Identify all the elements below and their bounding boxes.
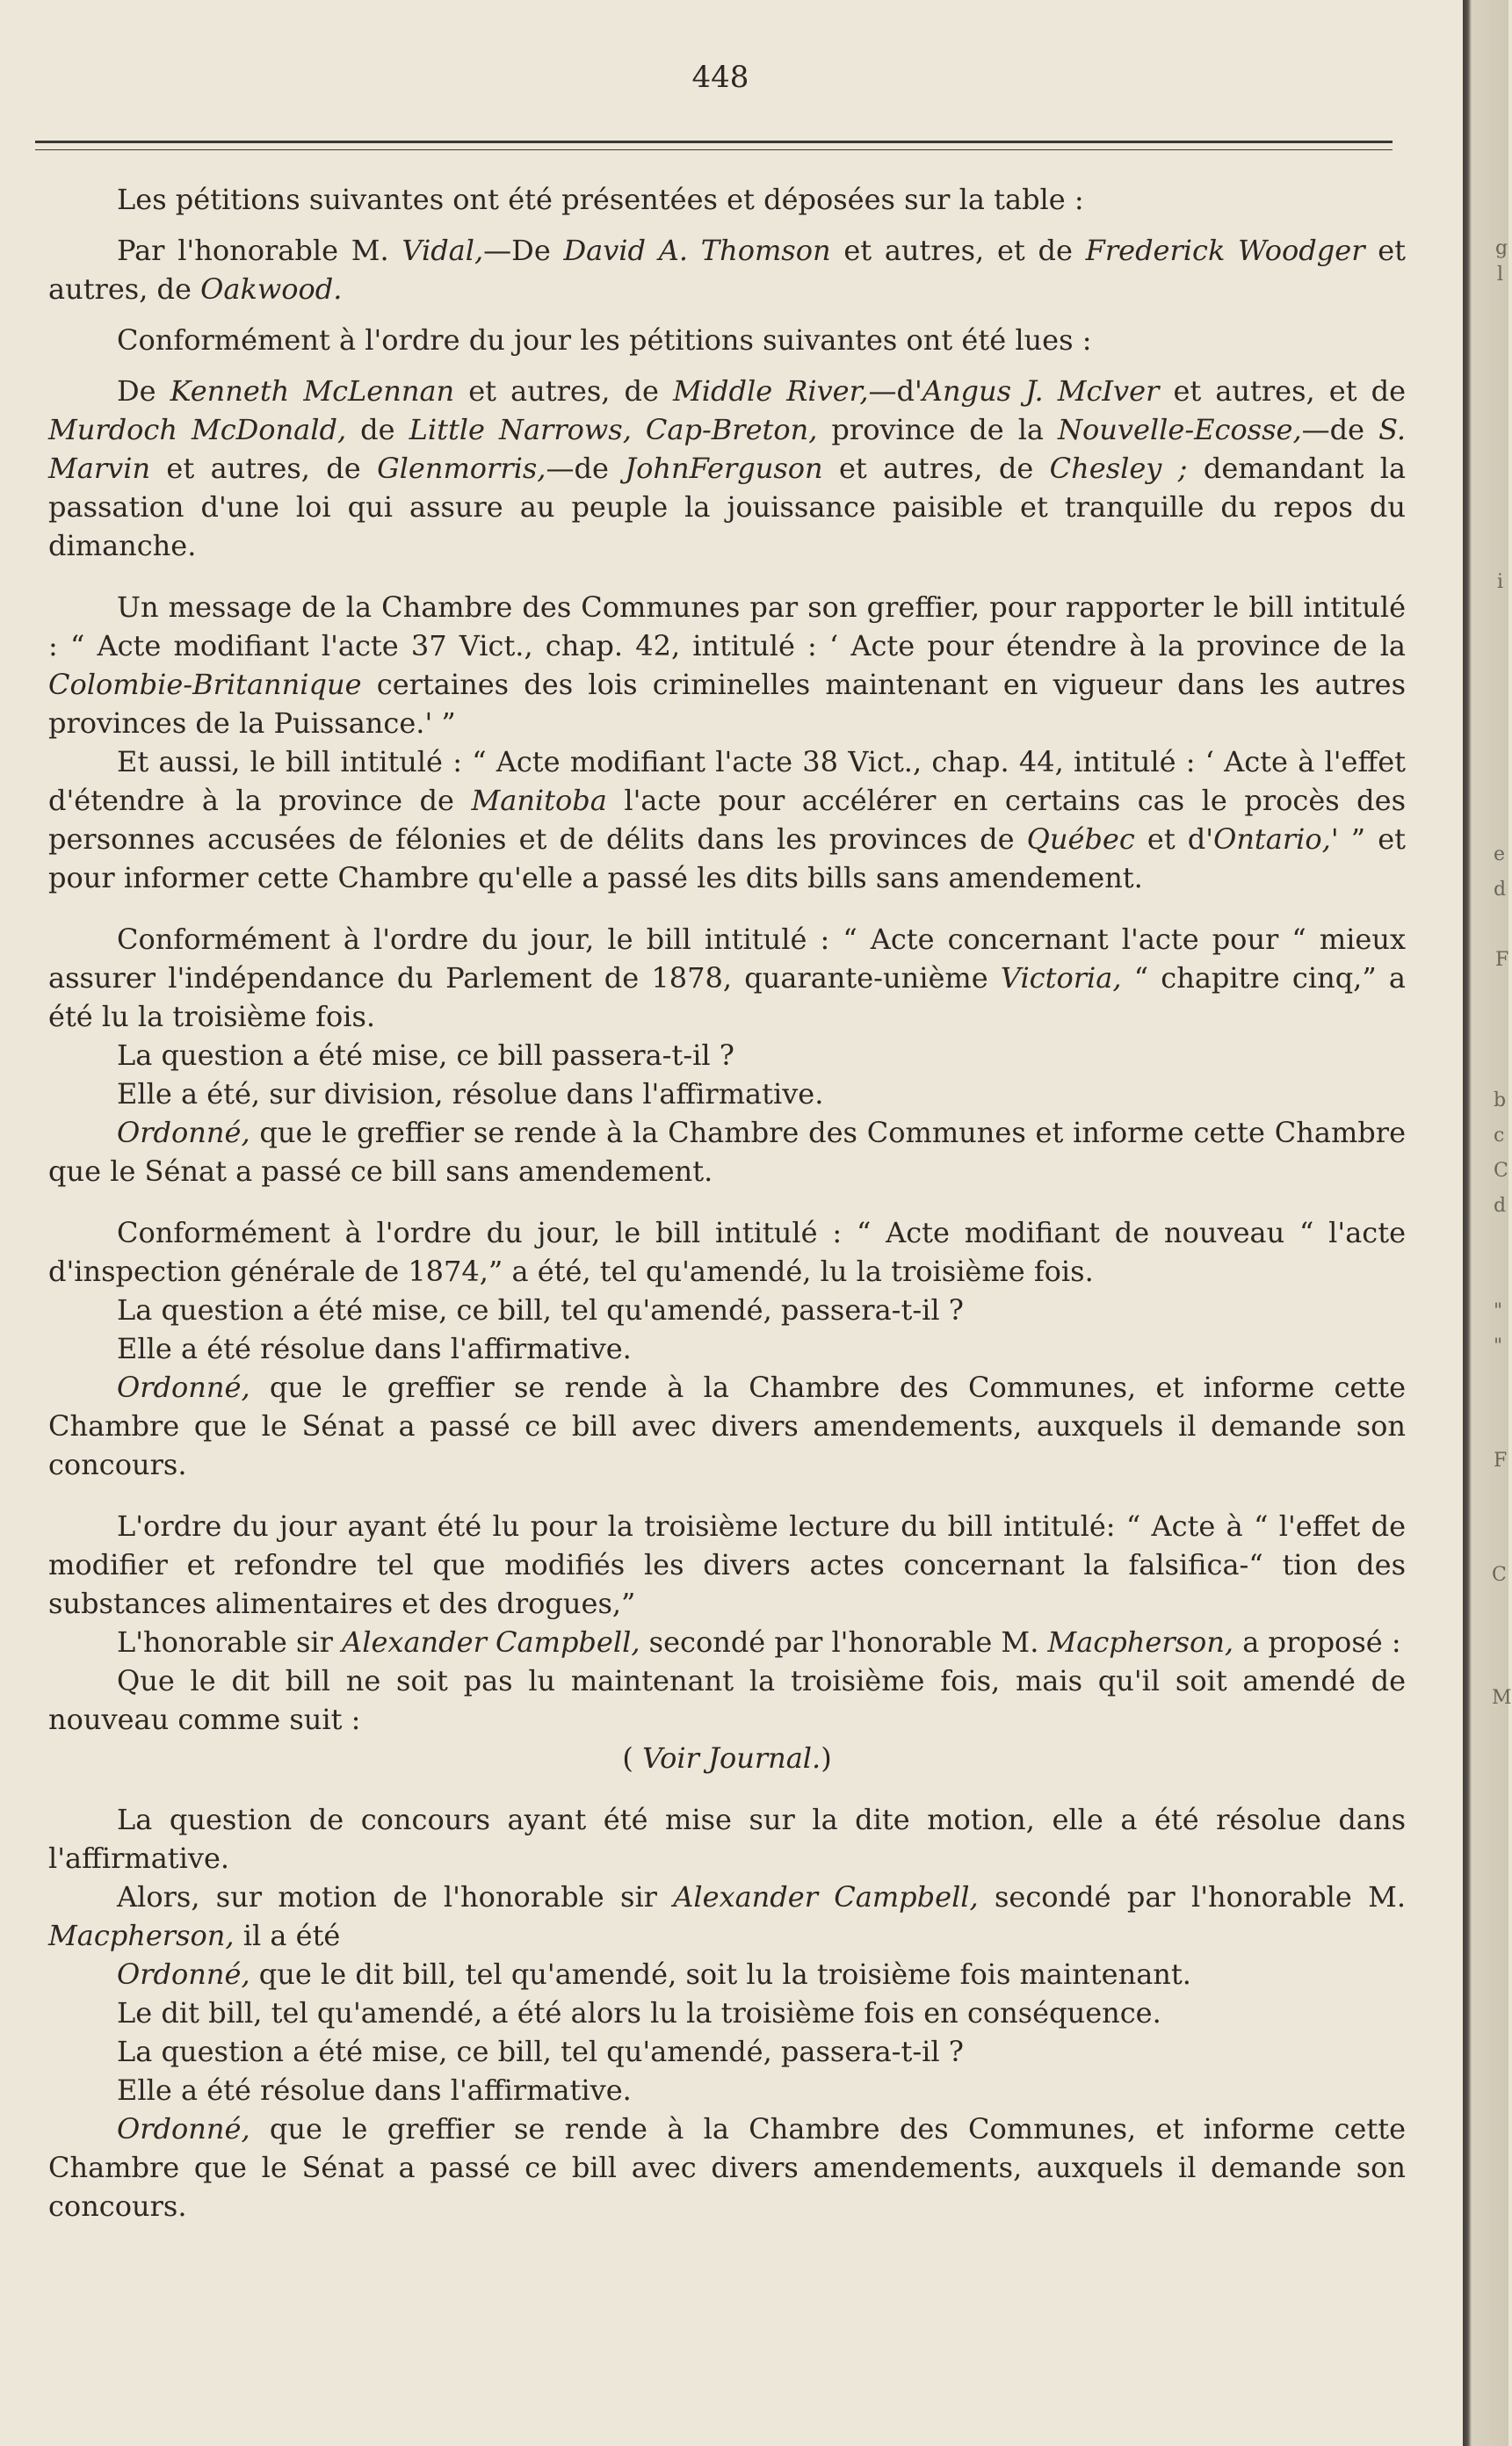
text-run: Et aussi, le bill intitulé : “ Acte modifiant l'acte 38 Vict., chap. 44, intitulé : ‘ Acte à l'effet d'étendre à la province de <box>48 745 1406 817</box>
paragraph <box>48 1661 1406 1739</box>
binding-gutter <box>1463 0 1508 2446</box>
text-run: Par l'honorable M. <box>117 234 402 267</box>
text-run: et autres, de <box>454 374 674 408</box>
gutter-fragment: i <box>1497 571 1504 593</box>
text-run: et autres, de <box>150 452 378 485</box>
text-run: et autres, de <box>48 234 1407 306</box>
italic-run: Angus J. McIver <box>922 374 1160 408</box>
paragraph <box>48 1739 1406 1777</box>
text-run: Alors, sur motion de l'honorable sir <box>117 1880 674 1914</box>
italic-run: Chesley ; <box>1049 452 1188 485</box>
italic-run: Ordonné, <box>117 1371 250 1404</box>
gutter-fragment: l <box>1497 264 1504 286</box>
text-run: La question a été mise, ce bill, tel qu'amendé, passera-t-il ? <box>117 1293 964 1327</box>
italic-run: Little Narrows, Cap-Breton, <box>409 413 818 446</box>
italic-run: Murdoch McDonald, <box>48 413 347 446</box>
text-run: que le greffier se rende à la Chambre des Communes, et informe cette Chambre que le Sénat a passé ce bill avec divers amendements, auxquels il demande son concours. <box>48 1371 1406 1481</box>
gutter-fragment: g <box>1495 237 1508 259</box>
text-run: Le dit bill, tel qu'amendé, a été alors lu la troisième fois en conséquence. <box>117 1996 1161 2030</box>
italic-run: David A. Thomson <box>563 234 831 267</box>
text-run: de <box>346 413 409 446</box>
text-run: Un message de la Chambre des Communes par son greffier, pour rapporter le bill intitulé : “ Acte modifiant l'acte 37 Vict., chap. 42, intitulé : ‘ Acte pour étendre à la province de la <box>48 590 1406 662</box>
text-run: —de <box>1301 413 1379 446</box>
paragraph <box>48 372 1406 565</box>
text-run: Conformément à l'ordre du jour, le bill intitulé : “ Acte modifiant de nouveau “ l'acte d'inspection générale de 1874,” a été, tel qu'amendé, lu la troisième fois. <box>48 1216 1406 1288</box>
text-run: Elle a été, sur division, résolue dans l'affirmative. <box>117 1077 824 1111</box>
gutter-fragment: F <box>1495 949 1509 971</box>
paragraph <box>48 1291 1406 1329</box>
italic-run: Nouvelle-Ecosse, <box>1058 413 1302 446</box>
gutter-fragment: c <box>1494 1125 1505 1147</box>
header-rule-thin <box>35 149 1393 150</box>
paragraph <box>48 1800 1406 1878</box>
text-run: il a été <box>234 1919 341 1952</box>
italic-run: Macpherson, <box>1047 1625 1234 1659</box>
italic-run: Manitoba <box>471 784 607 817</box>
gutter-fragment: C <box>1494 1160 1508 1182</box>
gutter-fragment: b <box>1494 1089 1507 1111</box>
text-run: Elle a été résolue dans l'affirmative. <box>117 1332 632 1365</box>
text-run: La question de concours ayant été mise sur la dite motion, elle a été résolue dans l'affirmative. <box>48 1803 1406 1875</box>
gutter-fragment: " <box>1494 1300 1503 1322</box>
italic-run: Voir Journal. <box>641 1741 821 1775</box>
italic-run: S. Marvin <box>48 413 1407 485</box>
paragraph <box>48 1878 1406 1955</box>
paragraph <box>48 588 1406 742</box>
italic-run: Alexander Campbell, <box>673 1880 979 1914</box>
italic-run: Ordonné, <box>117 2112 250 2146</box>
gutter-fragment: C <box>1492 1564 1507 1586</box>
paragraph <box>48 231 1406 308</box>
text-run: —d' <box>868 374 922 408</box>
paragraph <box>48 2032 1406 2071</box>
page-number: 448 <box>691 60 749 95</box>
text-run: De <box>117 374 170 408</box>
italic-run: Kenneth McLennan <box>170 374 455 408</box>
text-run: secondé par l'honorable M. <box>978 1880 1407 1914</box>
text-run: “ chapitre cinq,” a été lu la troisième fois. <box>48 961 1407 1033</box>
paragraph <box>48 742 1406 897</box>
text-run: —de <box>546 452 626 485</box>
paragraph <box>48 1213 1406 1291</box>
italic-run: Macpherson, <box>48 1919 235 1952</box>
text-run: certaines des lois criminelles maintenant en vigueur dans les autres provinces de la Puissance.' ” <box>48 668 1406 740</box>
text-run: et autres, de <box>822 452 1050 485</box>
paragraph <box>48 1075 1406 1113</box>
italic-run: Colombie-Britannique <box>48 668 362 701</box>
gutter-fragment: " <box>1494 1335 1503 1357</box>
paragraph <box>48 180 1406 219</box>
gutter-fragment: M <box>1492 1687 1512 1709</box>
italic-run: Glenmorris, <box>377 452 546 485</box>
text-run: et autres, et de <box>1159 374 1407 408</box>
text-run: que le dit bill, tel qu'amendé, soit lu la troisième fois maintenant. <box>250 1958 1191 1991</box>
paragraph <box>48 321 1406 359</box>
gutter-fragment: F <box>1494 1450 1508 1472</box>
paragraph <box>48 1955 1406 1994</box>
text-run: et autres, et de <box>830 234 1086 267</box>
text-run: Conformément à l'ordre du jour les pétitions suivantes ont été lues : <box>117 323 1092 357</box>
text-run: —De <box>483 234 564 267</box>
text-run: ) <box>821 1741 832 1775</box>
text-run: La question a été mise, ce bill, tel qu'amendé, passera-t-il ? <box>117 2035 964 2068</box>
italic-run: Ordonné, <box>117 1116 250 1149</box>
italic-run: Frederick Woodger <box>1085 234 1365 267</box>
text-run: que le greffier se rende à la Chambre des Communes et informe cette Chambre que le Sénat a passé ce bill sans amendement. <box>48 1116 1406 1188</box>
header-rule-thick <box>35 141 1393 143</box>
text-run: Elle a été résolue dans l'affirmative. <box>117 2073 632 2107</box>
text-run: Les pétitions suivantes ont été présentées et déposées sur la table : <box>117 183 1084 216</box>
paragraph <box>48 1507 1406 1623</box>
paragraph <box>48 1329 1406 1368</box>
text-run: que le greffier se rende à la Chambre des Communes, et informe cette Chambre que le Sénat a passé ce bill avec divers amendements, auxquels il demande son concours. <box>48 2112 1406 2223</box>
text-run: demandant la passation d'une loi qui assure au peuple la jouissance paisible et tranquille du repos du dimanche. <box>48 452 1407 562</box>
paragraph <box>48 1623 1406 1661</box>
paragraph <box>48 2071 1406 2109</box>
text-run: ( <box>622 1741 642 1775</box>
text-run: L'ordre du jour ayant été lu pour la troisième lecture du bill intitulé: “ Acte à “ l'effet de modifier et refondre tel que modifiés les divers actes concernant la falsifica-“ tion des substances alimentaires et des drogues,” <box>48 1509 1406 1620</box>
text-run: a proposé : <box>1233 1625 1401 1659</box>
text-run: L'honorable sir <box>117 1625 343 1659</box>
italic-run: JohnFerguson <box>625 452 823 485</box>
paragraph <box>48 1036 1406 1075</box>
paragraph <box>48 1994 1406 2032</box>
paragraph <box>48 1113 1406 1190</box>
text-run: Conformément à l'ordre du jour, le bill intitulé : “ Acte concernant l'acte pour “ mieux assurer l'indépendance du Parlement de 1878, quarante-unième <box>48 923 1406 995</box>
italic-run: Oakwood. <box>200 272 343 306</box>
text-run: Que le dit bill ne soit pas lu maintenant la troisième fois, mais qu'il soit amendé de nouveau comme suit : <box>48 1664 1406 1736</box>
italic-run: Québec <box>1026 822 1135 856</box>
text-run: et d' <box>1134 822 1214 856</box>
italic-run: Ontario,' <box>1213 822 1339 856</box>
gutter-fragment: d <box>1494 1195 1507 1217</box>
paragraph <box>48 920 1406 1036</box>
text-run: ” et pour informer cette Chambre qu'elle a passé les dits bills sans amendement. <box>48 822 1407 894</box>
italic-run: Victoria, <box>1000 961 1122 995</box>
text-run: La question a été mise, ce bill passera-t-il ? <box>117 1038 734 1072</box>
paragraph <box>48 2109 1406 2225</box>
italic-run: Alexander Campbell, <box>342 1625 640 1659</box>
text-run: secondé par l'honorable M. <box>640 1625 1048 1659</box>
text-run: province de la <box>817 413 1059 446</box>
italic-run: Ordonné, <box>117 1958 250 1991</box>
italic-run: Middle River, <box>673 374 869 408</box>
gutter-fragment: e <box>1494 843 1506 865</box>
text-run: l'acte pour accélérer en certains cas le procès des personnes accusées de félonies et de délits dans les provinces de <box>48 784 1407 856</box>
paragraph <box>48 1368 1406 1484</box>
italic-run: Vidal, <box>402 234 484 267</box>
gutter-fragment: d <box>1494 879 1507 901</box>
document-body <box>48 180 1406 2225</box>
